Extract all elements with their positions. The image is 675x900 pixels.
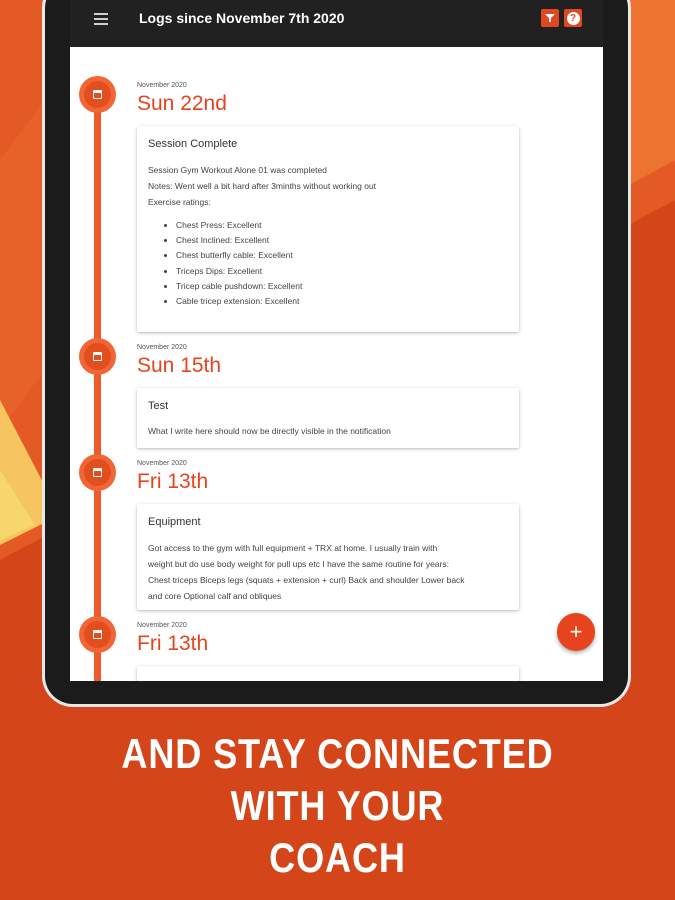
card-line: and core Optional calf and obliques xyxy=(148,591,282,601)
menu-icon[interactable] xyxy=(94,13,108,27)
log-card[interactable] xyxy=(137,504,519,610)
card-body xyxy=(148,540,465,604)
entry-day: Sun 22nd xyxy=(137,92,227,115)
card-title: Test xyxy=(148,400,169,412)
entry-month: November 2020 xyxy=(137,622,187,629)
card-line: Got access to the gym with full equipment + TRX at home. I usually train with xyxy=(148,543,438,553)
rating-item: • Triceps Dips: Excellent xyxy=(176,264,376,279)
log-card[interactable] xyxy=(137,126,519,332)
entry-month: November 2020 xyxy=(137,460,187,467)
entry-month: November 2020 xyxy=(137,82,187,89)
calendar-icon xyxy=(93,90,102,99)
add-icon: + xyxy=(569,619,583,644)
calendar-node xyxy=(79,454,116,491)
calendar-icon xyxy=(93,630,102,639)
card-title: Session Complete xyxy=(148,138,238,150)
card-line: Chest triceps Biceps legs (squats + extension + curl) Back and shoulder Lower back xyxy=(148,575,465,585)
timeline-line xyxy=(94,90,101,681)
calendar-icon xyxy=(93,352,102,361)
rating-item: • Tricep cable pushdown: Excellent xyxy=(176,279,376,294)
filter-icon[interactable] xyxy=(541,9,559,27)
entry-day: Fri 13th xyxy=(137,632,209,655)
rating-item: • Cable tricep extension: Excellent xyxy=(176,294,376,309)
rating-item: • Chest Press: Excellent xyxy=(176,218,376,233)
caption-line: AND STAY CONNECTED xyxy=(121,730,554,777)
card-line: Session Gym Workout Alone 01 was completed xyxy=(148,165,327,175)
caption-line: COACH xyxy=(269,834,406,881)
calendar-node xyxy=(79,616,116,653)
help-glyph: ? xyxy=(567,12,580,25)
calendar-node xyxy=(79,338,116,375)
add-log-button[interactable] xyxy=(557,613,595,651)
help-icon[interactable] xyxy=(564,9,582,27)
calendar-node xyxy=(79,76,116,113)
rating-item: • Chest Inclined: Excellent xyxy=(176,233,376,248)
caption-line: WITH YOUR xyxy=(230,782,445,829)
card-line: Notes: Went well a bit hard after 3minths without working out xyxy=(148,181,377,191)
promo-caption xyxy=(47,728,628,884)
card-line: weight but do use body weight for pull ups etc I have the same routine for years: xyxy=(148,559,449,569)
app-screen xyxy=(70,0,603,681)
ratings-list xyxy=(148,218,376,309)
card-body xyxy=(148,162,376,309)
card-line: Exercise ratings: xyxy=(148,197,211,207)
app-bar xyxy=(70,0,603,47)
log-card[interactable] xyxy=(137,388,519,448)
card-body: What I write here should now be directly visible in the notification xyxy=(148,426,391,436)
calendar-icon xyxy=(93,468,102,477)
page-title: Logs since November 7th 2020 xyxy=(139,10,345,26)
entry-day: Fri 13th xyxy=(137,470,209,493)
card-title: Equipment xyxy=(148,516,201,528)
log-card[interactable] xyxy=(137,666,519,681)
rating-item: • Chest butterfly cable: Excellent xyxy=(176,248,376,263)
entry-month: November 2020 xyxy=(137,344,187,351)
entry-day: Sun 15th xyxy=(137,354,222,377)
